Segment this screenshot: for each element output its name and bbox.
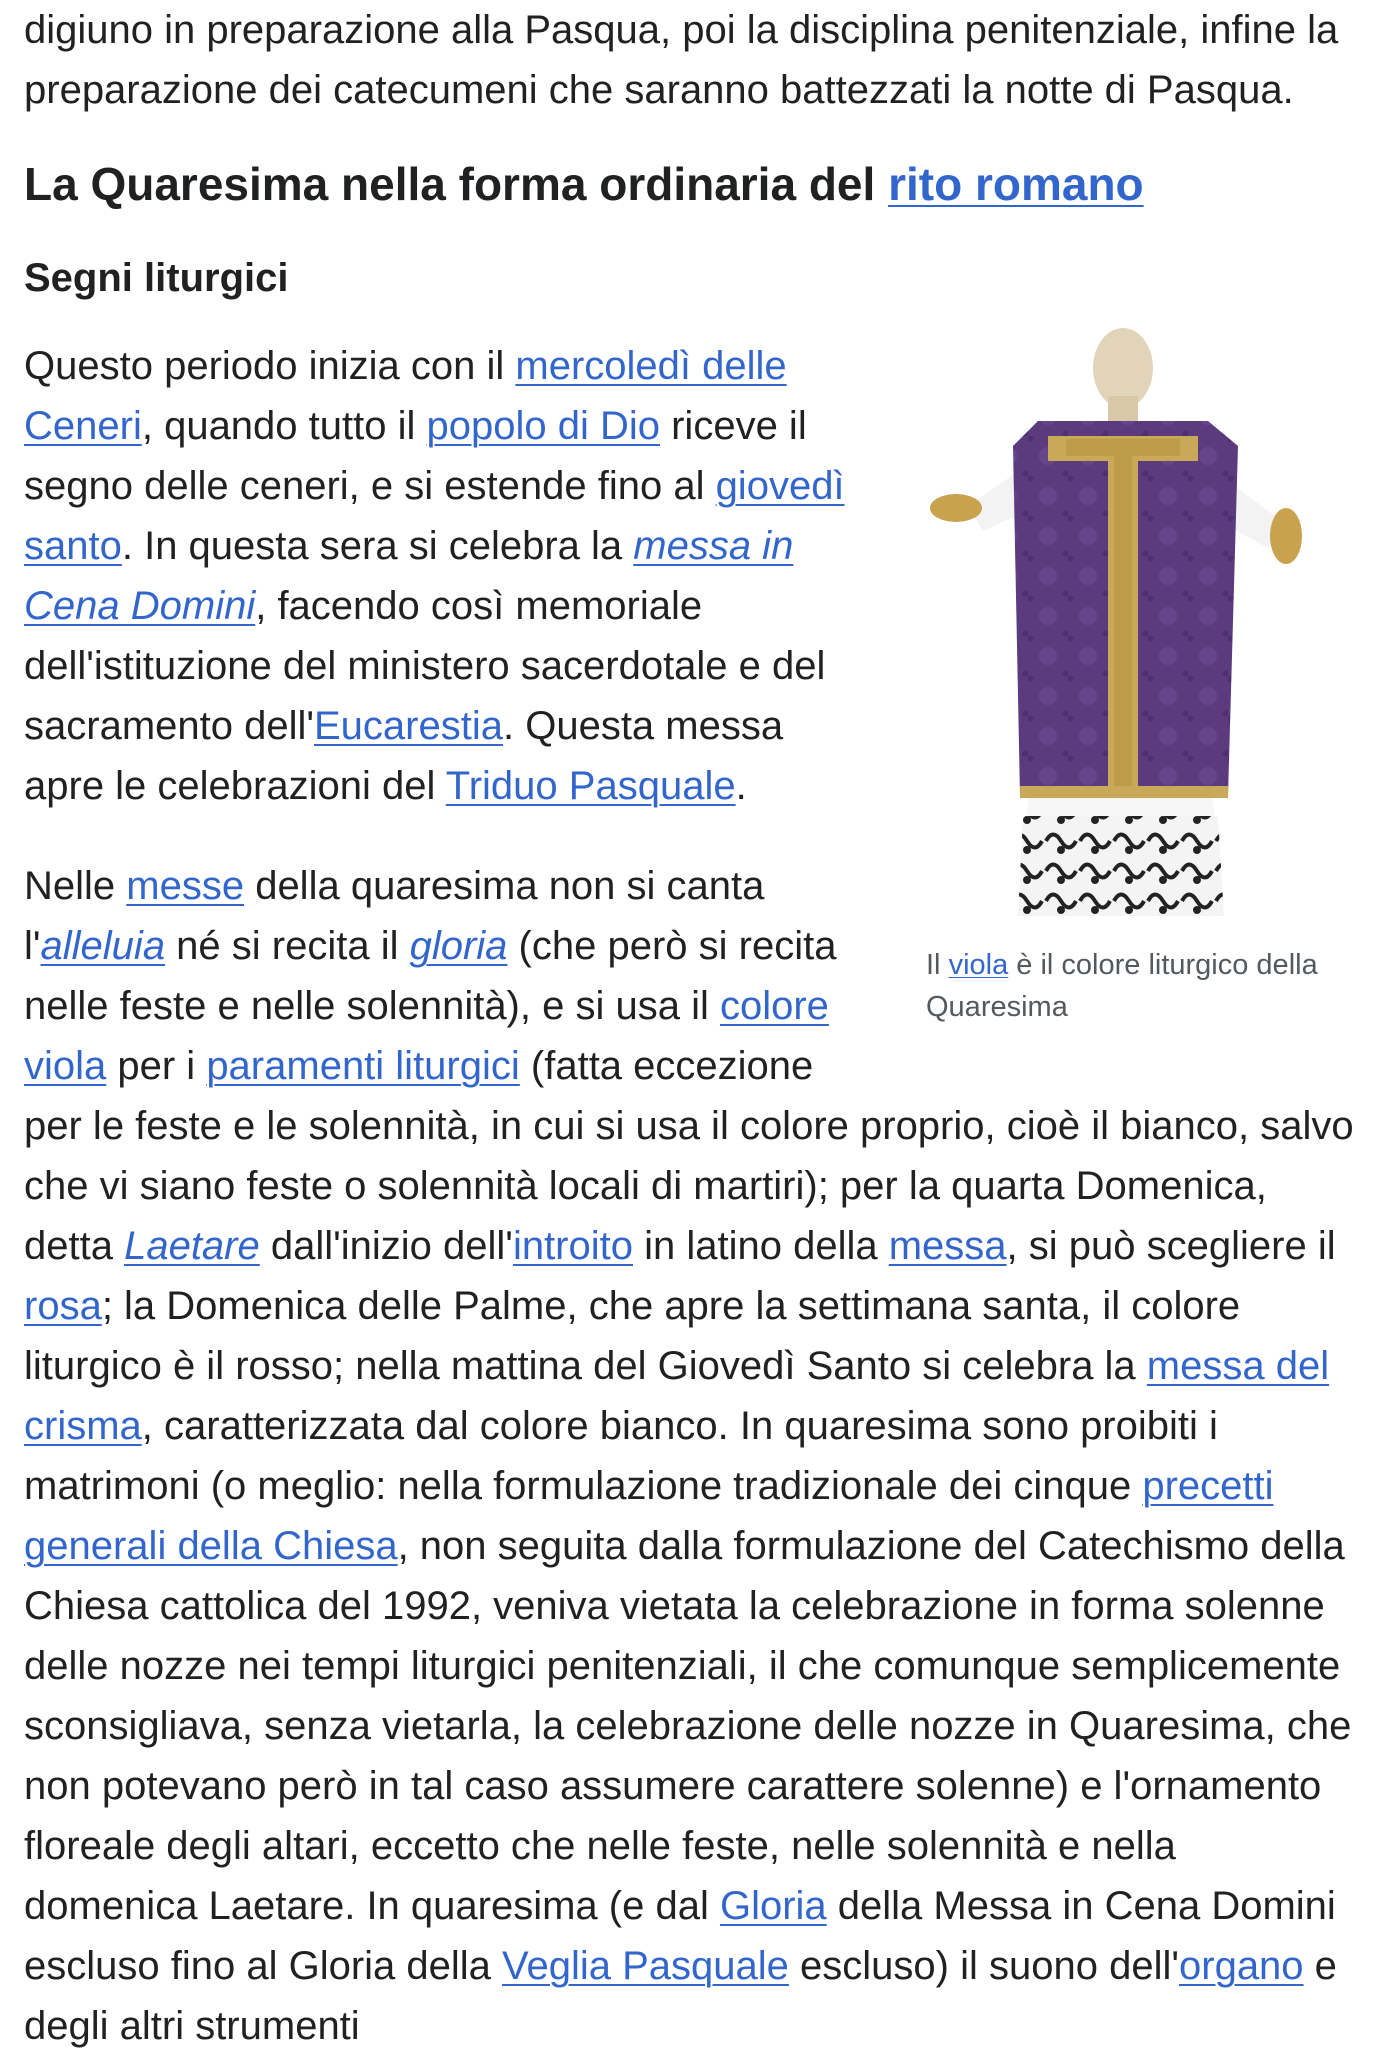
section-heading-text: La Quaresima nella forma ordinaria del — [24, 158, 889, 210]
link-organo[interactable]: organo — [1179, 1944, 1304, 1988]
text-span: in latino della — [633, 1224, 889, 1268]
text-span: Nelle — [24, 864, 127, 908]
text-span: , non seguita dalla formulazione del Catechismo della Chiesa cattolica del 1992, veniva vietata la celebrazione in forma solenne delle nozze nei tempi liturgici penitenziali, il che comunque semplicemente sconsigliava, senza vietarla, la celebrazione delle nozze in Quaresima, che non potevano però in tal caso assumere carattere solenne) e l'ornamento floreale degli altari, eccetto che nelle feste, nelle solennità e nella domenica Laetare. In quaresima (e dal — [24, 1524, 1352, 1928]
link-precetti-generali-della-chiesa[interactable]: precetti generali della Chiesa — [24, 1464, 1274, 1568]
text-span: . Questa messa apre le celebrazioni del — [24, 704, 784, 808]
text-span: , quando tutto il — [141, 404, 427, 448]
text-span: escluso) il suono dell' — [788, 1944, 1179, 1988]
text-span: (fatta eccezione per le feste e le solennità, in cui si usa il colore proprio, cioè il bianco, salvo che vi siano feste o solennità locali di martiri); per la quarta Domenica, detta — [24, 1044, 1354, 1268]
section-heading — [24, 120, 1358, 216]
link-messa-del-crisma[interactable]: messa del crisma — [24, 1344, 1330, 1448]
paragraph-messe — [24, 856, 1358, 2056]
caption-suffix: è il colore liturgico della Quaresima — [926, 949, 1318, 1023]
text-span: , si può scegliere il — [1006, 1224, 1336, 1268]
link-gloria[interactable]: gloria — [409, 924, 508, 968]
text-span: (che però si recita nelle feste e nelle solennità), e si usa il — [24, 924, 837, 1028]
figure-thumbnail — [908, 316, 1358, 1028]
text-span: riceve il segno delle ceneri, e si estende fino al — [24, 404, 807, 508]
link-messa-in-cena-domini[interactable]: messa in Cena Domini — [24, 524, 794, 628]
link-gloria-messa[interactable]: Gloria — [719, 1884, 827, 1928]
text-span: , facendo così memoriale dell'istituzione del ministero sacerdotale e del sacramento dell' — [24, 584, 826, 748]
article-content — [24, 0, 1358, 2056]
link-alleluia[interactable]: alleluia — [40, 924, 166, 968]
link-giovedi-santo[interactable]: giovedì santo — [24, 464, 845, 568]
subsection-heading: Segni liturgici — [24, 256, 289, 300]
text-span: della Messa in Cena Domini escluso fino al Gloria della — [24, 1884, 1336, 1988]
link-veglia-pasquale[interactable]: Veglia Pasquale — [502, 1944, 789, 1988]
link-rito-romano[interactable]: rito romano — [888, 158, 1144, 210]
text-span: . — [735, 764, 747, 808]
link-eucarestia[interactable]: Eucarestia — [314, 704, 503, 748]
text-span: né si recita il — [165, 924, 410, 968]
text-span: . In questa sera si celebra la — [121, 524, 634, 568]
text-span: ; la Domenica delle Palme, che apre la settimana santa, il colore liturgico è il rosso; nella mattina del Giovedì Santo si celebra la — [24, 1284, 1241, 1388]
link-introito[interactable]: introito — [512, 1224, 633, 1268]
figure-caption — [926, 944, 1358, 1028]
link-popolo-di-dio[interactable]: popolo di Dio — [426, 404, 660, 448]
intro-paragraph: digiuno in preparazione alla Pasqua, poi la disciplina penitenziale, infine la preparazione dei catecumeni che saranno battezzati la notte di Pasqua. — [24, 8, 1339, 112]
link-colore[interactable]: colore — [719, 984, 829, 1028]
text-span: per i — [106, 1044, 207, 1088]
link-paramenti-liturgici[interactable]: paramenti liturgici — [206, 1044, 520, 1088]
link-triduo-pasquale[interactable]: Triduo Pasquale — [445, 764, 736, 808]
caption-prefix: Il — [926, 949, 949, 981]
link-laetare[interactable]: Laetare — [124, 1224, 260, 1268]
text-span: e degli altri strumenti — [24, 1944, 1337, 2048]
text-span: Questo periodo inizia con il — [24, 344, 516, 388]
link-viola[interactable]: viola — [24, 1044, 107, 1088]
link-mercoledi-delle-ceneri[interactable]: mercoledì delle Ceneri — [24, 344, 787, 448]
link-messe[interactable]: messe — [126, 864, 245, 908]
text-span: della quaresima non si canta l' — [24, 864, 765, 968]
link-rosa[interactable]: rosa — [24, 1284, 102, 1328]
chasuble-image[interactable] — [908, 316, 1358, 916]
link-viola-caption[interactable]: viola — [948, 949, 1009, 981]
link-messa[interactable]: messa — [888, 1224, 1007, 1268]
text-span: dall'inizio dell' — [259, 1224, 513, 1268]
text-span: , caratterizzata dal colore bianco. In quaresima sono proibiti i matrimoni (o meglio: nella formulazione tradizionale dei cinque — [24, 1404, 1218, 1508]
